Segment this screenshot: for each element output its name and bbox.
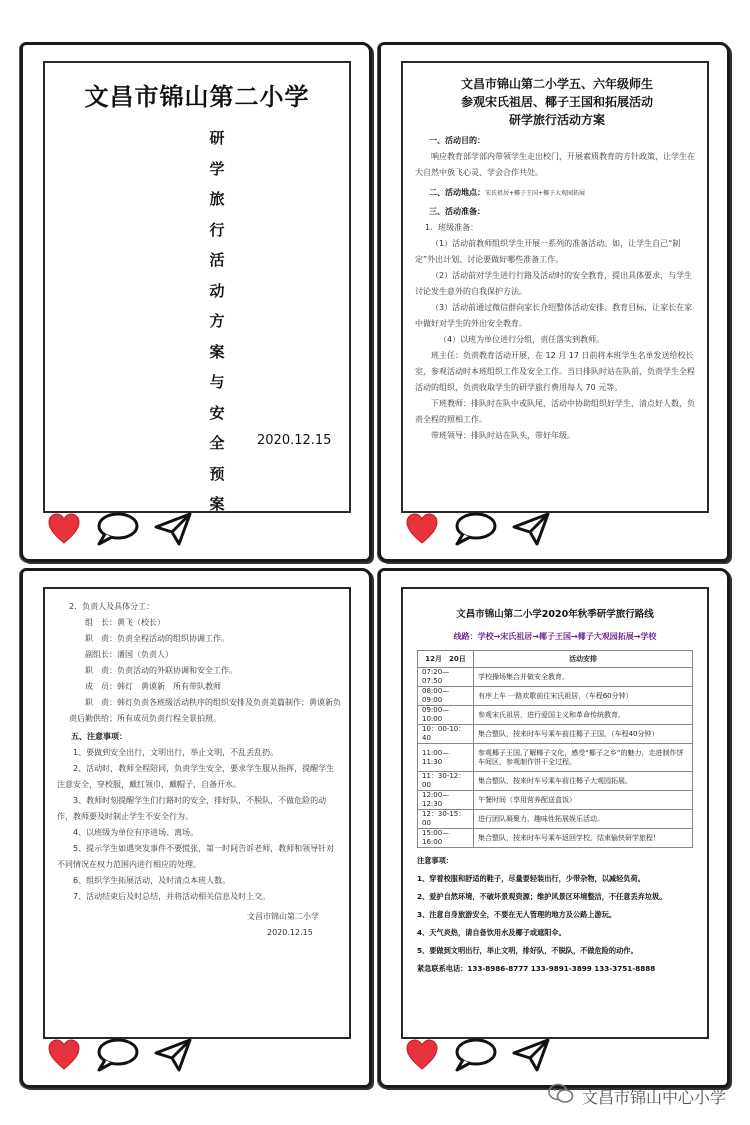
vertical-title-char: 动 [209,281,225,300]
row-time: 11：30-12：00 [418,772,474,791]
vertical-title-char: 研 [209,129,225,147]
note-4: 4、以班级为单位有序进场、离场。 [73,828,199,837]
note-6: 6、组织学生拓展活动，及时清点本班人数。 [73,876,231,885]
heart-icon[interactable] [405,512,439,546]
post-actions [47,509,193,549]
cover-date: 2020.12.15 [257,433,332,448]
vertical-title-char: 全 [209,434,225,452]
note-2: 2、爱护自然环境，不破坏景观资源；维护风景区环境整洁，不任意丢弃垃圾。 [417,892,667,901]
schedule-table [417,650,693,848]
note-4: 4、天气炎热，请自备饮用水及椰子或遮阳伞。 [417,928,566,937]
note-1: 1、要做到安全出行，文明出行，举止文明，不乱丢乱扔。 [73,748,279,757]
table-row [418,725,693,744]
speech-bubble-icon[interactable] [453,511,497,547]
table-row [418,744,693,772]
prep-item-2: （2）活动前对学生进行行路及活动时的安全教育，提出具体要求，与学生讨论发生意外的自我保护方法。 [415,271,693,296]
document-page-schedule [401,587,709,1039]
note-3: 3、注意自身旅游安全，不要在无人管理的地方及公路上游玩。 [417,910,617,919]
speech-bubble-icon[interactable] [453,1037,497,1073]
row-activity: 有序上车 一路欢歌前往宋氏祖居，（车程60分钟） [474,687,693,706]
vertical-title-char: 案 [209,495,225,513]
speech-bubble-icon[interactable] [95,1037,139,1073]
post-actions [405,509,551,549]
table-row [418,772,693,791]
schedule-notes [417,852,693,978]
row-activity: 参观椰子王国,了解椰子文化，感受“椰子之乡”的魅力，走进制作饼车间区，参观制作饼干全过程。 [474,744,693,772]
row-time: 15:00—16:00 [418,829,474,848]
vertical-title [205,123,229,513]
role-5: 成 员：韩灯 黄谟新 所有带队教师 [85,682,221,691]
location-line [415,185,699,202]
note-5: 5、要做到文明出行，举止文明，排好队，不脱队，不做危险的动作。 [417,946,638,955]
vertical-title-char: 与 [209,373,225,391]
role-3: 副组长：潘国（负责人） [85,650,173,659]
route-line: 线路：学校→宋氏祖居→椰子王国→椰子大观园拓展→学校 [453,632,657,641]
role-2: 职 责：负责全程活动的组织协调工作。 [85,634,229,643]
row-activity: 学校操场集合并做安全教育。 [474,668,693,687]
row-activity: 集合整队，按来时车号乘车前往椰子王国，（车程40分钟） [474,725,693,744]
document-page-cover [43,61,351,513]
post-card-1 [20,42,372,562]
post-card-2 [378,42,730,562]
role-6: 职 责：韩灯负责各班级活动秩序的组织安排及负责美篇制作；黄谟新负责后勤供给；所有成员负责行程全景拍照。 [69,698,341,723]
section-heading-prep: 三、活动准备： [429,207,485,216]
document-page-plan [401,61,709,513]
note-5: 5、提示学生如遇突发事件不要慌张，第一时间告诉老师，教师和领导针对不同情况在权力范围内进行相应的处理。 [57,844,335,869]
vertical-title-char: 活 [209,251,225,269]
row-activity: 参观宋氏祖居，进行爱国主义和革命传统教育。 [474,706,693,725]
vertical-title-char: 预 [209,464,225,483]
vertical-title-char: 旅 [209,190,225,208]
row-time: 08:00—09:00 [418,687,474,706]
heart-icon[interactable] [47,512,81,546]
section-heading-location: 二、活动地点： [429,188,485,197]
header-activity: 活动安排 [474,651,693,668]
note-2: 2、活动时，教师全程陪同，负责学生安全，要求学生服从指挥，提醒学生注意安全，穿校服，戴红领巾，戴帽子，自备开水。 [57,764,335,789]
table-row [418,791,693,810]
heart-icon[interactable] [405,1038,439,1072]
row-time: 12:00—12:30 [418,791,474,810]
prep-item-3: （3）活动前通过微信群向家长介绍整体活动安排、教育目标，让家长在家中做好对学生的外出安全教育。 [415,303,693,328]
post-card-3 [20,568,372,1088]
wechat-watermark [548,1083,726,1109]
plan-title-line-2: 参观宋氏祖居、椰子王国和拓展活动 [460,95,653,109]
heart-icon[interactable] [47,1038,81,1072]
location-text: 宋氏祖居+椰子王国+椰子大观园拓展 [485,190,586,197]
table-row [418,687,693,706]
paper-plane-icon[interactable] [511,511,551,547]
section-heading-notes: 五、注意事项： [71,732,127,741]
signature-date: 2020.12.15 [267,928,313,937]
vertical-title-char: 方 [209,312,225,330]
note-1: 1、穿着校服和舒适的鞋子，尽量要轻装出行，少带杂物，以减轻负荷。 [417,874,645,883]
row-time: 12：30-15：00 [418,810,474,829]
header-date: 12月 20日 [418,651,474,668]
plan-title-line-3: 研学旅行活动方案 [508,113,605,127]
table-row [418,668,693,687]
lead-duty: 带班领导：排队时站在队头，带好年级。 [431,431,575,440]
wechat-logo-icon [548,1083,574,1109]
row-time: 11:00—11:30 [418,744,474,772]
post-card-4 [378,568,730,1088]
paper-plane-icon[interactable] [511,1037,551,1073]
post-actions [47,1035,193,1075]
watermark-text: 文昌市锦山中心小学 [581,1087,726,1107]
vertical-title-char: 学 [209,159,225,178]
responsibility-heading: 2．负责人及具体分工： [69,602,155,611]
paper-plane-icon[interactable] [153,511,193,547]
table-row [418,810,693,829]
plan-title-line-1: 文昌市锦山第二小学五、六年级师生 [460,77,653,91]
section-heading-purpose: 一、活动目的： [429,136,485,145]
row-time: 07:20—07:50 [418,668,474,687]
vertical-title-char: 安 [209,403,225,422]
vertical-title-char: 行 [209,220,225,239]
document-page-duties [43,587,351,1039]
table-row [418,706,693,725]
note-7: 7、活动结束后及时总结，并将活动相关信息及时上交。 [73,892,271,901]
schedule-title: 文昌市锦山第二小学2020年秋季研学旅行路线 [456,609,654,620]
head-teacher-duty: 班主任：负责教育活动开展，在 12 月 17 日前将本班学生名单发送给校长室，参观活动时本班组织工作及安全工作。当日排队时站在队前，负责学生全程活动的组织，负责收取学生的研学旅行费用每人 70 元等。 [415,351,695,392]
notes-title: 注意事项： [417,856,453,865]
purpose-text: 响应教育部学部内带领学生走出校门，开展素质教育的方针政策，让学生在大自然中放飞心灵、学会合作共处。 [415,152,695,177]
table-header [418,651,693,668]
vertical-title-char: 案 [209,342,225,361]
post-actions [405,1035,551,1075]
role-4: 职 责：负责活动的外联协调和安全工作。 [85,666,237,675]
row-activity: 集合整队，按来时车号乘车返回学校，结束愉快研学旅程！ [474,829,693,848]
prep-item-1: （1）活动前教师组织学生开展一系列的准备活动。如，让学生自己“制定”外出计划、讨论要做好哪些准备工作。 [415,239,681,264]
assistant-teacher-duty: 下班教师：排队时在队中或队尾，活动中协助组织好学生，清点好人数，负责全程的照相工作。 [415,399,695,424]
signature-school: 文昌市锦山第二小学 [247,912,319,921]
prep-item-4: （4）以班为单位进行分组，责任落实到教师。 [439,335,605,344]
role-1: 组 长：黄飞（校长） [85,618,165,627]
row-activity: 集合整队，按来时车号乘车前往椰子大观园拓展。 [474,772,693,791]
note-3: 3、教师时刻提醒学生们行路时的安全，排好队，不脱队，不做危险的动作，教师要及时制止学生不安全行为。 [57,796,327,821]
row-time: 10：00-10：40 [418,725,474,744]
paper-plane-icon[interactable] [153,1037,193,1073]
class-prep-heading: 1．班级准备： [425,223,479,232]
table-row [418,829,693,848]
school-name-title: 文昌市锦山第二小学 [84,83,310,111]
row-activity: 午餐时间（享用营养配送盒饭） [474,791,693,810]
emergency-contact: 紧急联系电话：133-8986-8777 133-9891-3899 133-3751-8888 [417,964,656,973]
row-time: 09:00—10:00 [418,706,474,725]
row-activity: 进行团队凝聚力、趣味性拓展娱乐活动。 [474,810,693,829]
speech-bubble-icon[interactable] [95,511,139,547]
